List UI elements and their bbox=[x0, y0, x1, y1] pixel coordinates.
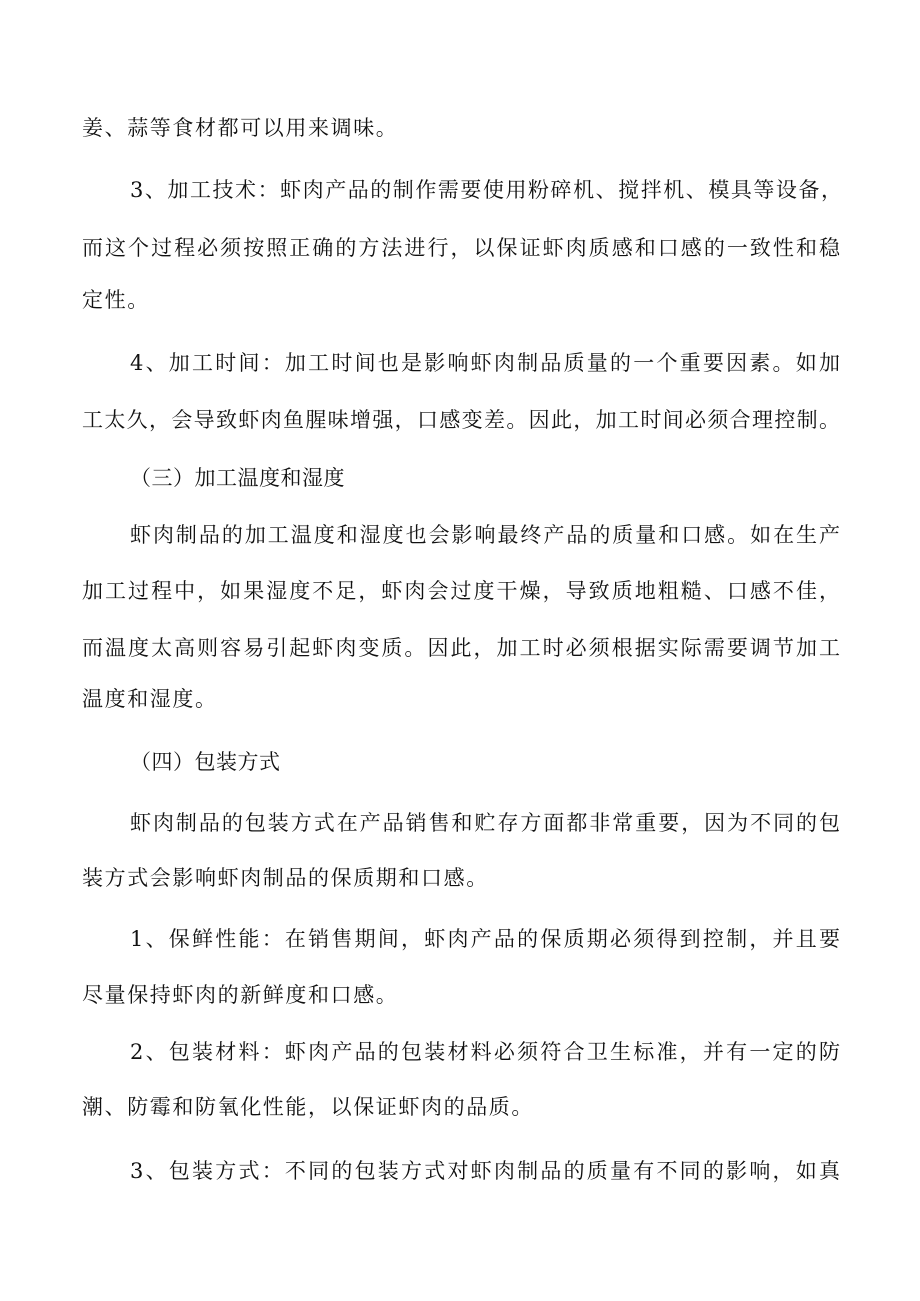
text-line: 尽量保持虾肉的新鲜度和口感。 bbox=[82, 983, 399, 1007]
text-line: 虾肉制品的加工温度和湿度也会影响最终产品的质量和口感。如在生产 bbox=[130, 523, 840, 547]
text-line: 工太久，会导致虾肉鱼腥味增强，口感变差。因此，加工时间必须合理控制。 bbox=[82, 408, 840, 432]
text-line: 定性。 bbox=[82, 288, 150, 312]
section-heading: （三）加工温度和湿度 bbox=[130, 466, 345, 490]
text-line: 4、加工时间：加工时间也是影响虾肉制品质量的一个重要因素。如加 bbox=[130, 351, 840, 375]
text-line: 而这个过程必须按照正确的方法进行，以保证虾肉质感和口感的一致性和稳 bbox=[82, 236, 840, 260]
text-line: 潮、防霉和防氧化性能，以保证虾肉的品质。 bbox=[82, 1095, 534, 1119]
text-line: 加工过程中，如果湿度不足，虾肉会过度干燥，导致质地粗糙、口感不佳， bbox=[82, 579, 840, 603]
text-line: 2、包装材料：虾肉产品的包装材料必须符合卫生标准，并有一定的防 bbox=[130, 1040, 840, 1064]
text-line: 姜、蒜等食材都可以用来调味。 bbox=[82, 116, 399, 140]
section-heading: （四）包装方式 bbox=[130, 750, 281, 774]
text-line: 温度和湿度。 bbox=[82, 687, 218, 711]
text-line: 1、保鲜性能：在销售期间，虾肉产品的保质期必须得到控制，并且要 bbox=[130, 927, 840, 951]
text-line: 3、加工技术：虾肉产品的制作需要使用粉碎机、搅拌机、模具等设备， bbox=[130, 178, 842, 202]
text-line: 虾肉制品的包装方式在产品销售和贮存方面都非常重要，因为不同的包 bbox=[130, 811, 840, 835]
text-line: 而温度太高则容易引起虾肉变质。因此，加工时必须根据实际需要调节加工 bbox=[82, 636, 840, 660]
text-line: 装方式会影响虾肉制品的保质期和口感。 bbox=[82, 866, 489, 890]
text-line: 3、包装方式：不同的包装方式对虾肉制品的质量有不同的影响，如真 bbox=[130, 1159, 840, 1183]
